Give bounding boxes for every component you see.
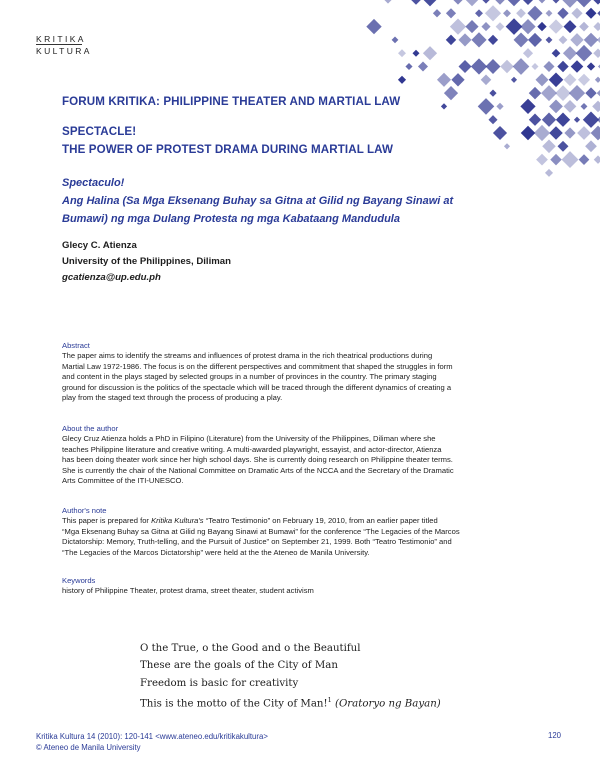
mosaic-diamond xyxy=(411,0,421,5)
abstract-label: Abstract xyxy=(62,341,90,350)
mosaic-diamond xyxy=(585,8,596,19)
keywords-text: history of Philippine Theater, protest drama, street theater, student activism xyxy=(62,586,314,596)
mosaic-diamond xyxy=(423,46,437,60)
mosaic-diamond xyxy=(481,75,492,86)
abstract-line: ground for discussion is the politics of the spectacle which will be traced through the different dynamics of creating a xyxy=(62,382,452,392)
abstract-line: Martial Law 1972-1986. The focus is on the different perspectives and commitment that shaped the struggles in form xyxy=(62,361,453,371)
mosaic-diamond xyxy=(594,155,600,163)
poem-line: These are the goals of the City of Man xyxy=(140,660,338,672)
mosaic-diamond xyxy=(523,48,533,58)
mosaic-diamond xyxy=(578,74,590,86)
mosaic-diamond xyxy=(574,117,580,123)
about-author-label: About the author xyxy=(62,424,119,433)
authors-note-line: Dictatorship: Memory, Truth-telling, and the Pursuit of Justice” on September 21, 1999. Both “Teatro Testimonio” and xyxy=(62,537,452,547)
mosaic-diamond xyxy=(581,103,588,110)
page-number: 120 xyxy=(548,731,562,740)
mosaic-diamond xyxy=(458,33,471,46)
about-author-line: She is currently the chair of the National Committee on Dramatic Arts of the NCCA and the Secretary of the Dramatic xyxy=(62,465,454,475)
mosaic-diamond xyxy=(520,19,535,34)
mosaic-diamond xyxy=(451,73,464,86)
mosaic-diamond xyxy=(481,22,490,31)
mosaic-diamond xyxy=(542,113,556,127)
mosaic-diamond xyxy=(413,50,420,57)
mosaic-diamond xyxy=(577,0,592,7)
mosaic-diamond xyxy=(493,126,507,140)
mosaic-diamond xyxy=(585,140,597,152)
footer-copyright: © Ateneo de Manila University xyxy=(36,743,141,752)
mosaic-diamond xyxy=(523,0,533,5)
subtitle xyxy=(62,174,453,228)
mosaic-diamond xyxy=(433,9,441,17)
mosaic-diamond xyxy=(550,154,561,165)
mosaic-diamond xyxy=(534,125,550,141)
mosaic-diamond xyxy=(542,140,556,154)
poem-attribution: (Oratoryo ng Bayan) xyxy=(334,698,441,710)
title-line-2: THE POWER OF PROTEST DRAMA DURING MARTIAL LAW xyxy=(62,143,394,156)
authors-note-section xyxy=(62,506,570,558)
mosaic-diamond xyxy=(543,61,554,72)
mosaic-diamond xyxy=(549,100,563,114)
mosaic-diamond xyxy=(496,22,505,31)
mosaic-diamond xyxy=(579,154,590,165)
poem-epigraph xyxy=(140,640,441,713)
mosaic-diamond xyxy=(392,37,399,44)
mosaic-diamond xyxy=(555,85,571,101)
mosaic-diamond xyxy=(465,20,478,33)
mosaic-diamond xyxy=(450,18,466,34)
mosaic-diamond xyxy=(564,127,575,138)
mosaic-diamond xyxy=(546,36,553,43)
mosaic-diamond xyxy=(535,73,548,86)
authors-note-text: “Teatro Testimonio” on February 19, 2010, from an earlier paper titled xyxy=(203,516,438,526)
mosaic-diamond xyxy=(552,49,561,58)
mosaic-diamond xyxy=(529,87,542,100)
about-author-line: teaches Philippine literature and creative writing. A multi-awarded playwright, essayist, and actor-director, Atienza xyxy=(62,444,442,454)
poem-last-line: This is the motto of the City of Man! xyxy=(140,698,328,710)
mosaic-diamond xyxy=(593,0,600,5)
mosaic-diamond xyxy=(453,0,462,5)
mosaic-diamond xyxy=(486,59,501,74)
mosaic-diamond xyxy=(569,85,585,101)
mosaic-diamond xyxy=(384,0,391,4)
mosaic-diamond xyxy=(500,60,514,74)
authors-note-label: Author's note xyxy=(62,506,107,515)
mosaic-diamond xyxy=(556,113,570,127)
mosaic-diamond xyxy=(398,49,406,57)
mosaic-diamond xyxy=(488,35,498,45)
mosaic-diamond xyxy=(446,8,456,18)
mosaic-diamond xyxy=(584,33,598,47)
mosaic-diamond xyxy=(513,58,530,75)
subtitle-line-3: Bumawi) ng mga Dulang Protesta ng mga Kabataang Mandudula xyxy=(62,213,400,225)
about-author-line: Arts Committee of the ITI-UNESCO. xyxy=(62,476,184,486)
subtitle-line-1: Spectaculo! xyxy=(62,177,125,189)
mosaic-diamond xyxy=(559,35,568,44)
footer-citation[interactable]: Kritika Kultura 14 (2010): 120-141 <www.ateneo.edu/kritikakultura> xyxy=(36,732,268,741)
mosaic-diamond xyxy=(558,141,569,152)
mosaic-diamond xyxy=(495,0,504,5)
mosaic-diamond xyxy=(504,143,510,149)
mosaic-diamond xyxy=(444,86,458,100)
poem-line: O the True, o the Good and o the Beautiful xyxy=(140,643,361,654)
mosaic-diamond xyxy=(528,33,542,47)
logo-divider xyxy=(36,44,82,45)
mosaic-diamond xyxy=(471,58,487,74)
mosaic-diamond xyxy=(514,32,529,47)
author-email[interactable]: gcatienza@up.edu.ph xyxy=(62,272,161,283)
mosaic-diamond xyxy=(475,9,483,17)
journal-logo-line2: KULTURA xyxy=(36,46,92,56)
mosaic-diamond xyxy=(549,73,564,88)
mosaic-diamond xyxy=(520,99,535,114)
mosaic-diamond xyxy=(549,19,563,33)
abstract-line: play from the staged text through the process of producing a play. xyxy=(62,393,283,403)
mosaic-diamond xyxy=(471,32,486,47)
abstract-line: and content in the plays staged by selected groups in a number of provinces in the country. The primary staging xyxy=(62,372,437,382)
mosaic-diamond xyxy=(585,87,596,98)
mosaic-diamond xyxy=(529,114,541,126)
keywords-label: Keywords xyxy=(62,576,96,585)
mosaic-diamond xyxy=(485,5,501,21)
mosaic-diamond xyxy=(437,73,451,87)
mosaic-diamond xyxy=(466,0,478,6)
mosaic-diamond xyxy=(553,0,560,3)
mosaic-diamond xyxy=(458,60,471,73)
poem-line: Freedom is basic for creativity xyxy=(140,677,299,689)
about-author-line: has been doing theater work since her high school days. She is currently doing research on Philippine theater terms. xyxy=(62,455,453,465)
author-affiliation: University of the Philippines, Diliman xyxy=(62,256,231,267)
mosaic-diamond xyxy=(446,35,456,45)
mosaic-diamond xyxy=(593,48,600,57)
subtitle-line-2: Ang Halina (Sa Mga Eksenang Buhay sa Gitna at Gilid ng Bayang Sinawi at xyxy=(62,195,454,207)
mosaic-diamond xyxy=(488,115,497,124)
keywords-section xyxy=(62,576,570,597)
mosaic-diamond xyxy=(398,76,406,84)
mosaic-diamond xyxy=(503,9,511,17)
mosaic-diamond xyxy=(537,22,546,31)
mosaic-diamond xyxy=(593,22,600,31)
mosaic-diamond xyxy=(511,77,517,83)
mosaic-diamond xyxy=(576,45,593,62)
journal-name-italic: Kritika Kultura's xyxy=(151,516,204,526)
abstract-line: The paper aims to identify the streams and influences of protest drama in the rich theatrical productions during xyxy=(62,351,433,361)
mosaic-diamond xyxy=(527,6,542,21)
mosaic-diamond xyxy=(536,154,548,166)
mosaic-diamond xyxy=(424,0,437,6)
mosaic-diamond xyxy=(521,126,536,141)
mosaic-diamond xyxy=(478,98,495,115)
journal-logo xyxy=(36,34,92,56)
mosaic-diamond xyxy=(583,112,599,128)
authors-note-line: “Mga Eksenang Buhay sa Gitna at Gilid ng Bayang Sinawi at Bumawi” for the conference “The Legacies of the Marcos xyxy=(62,526,460,536)
mosaic-diamond xyxy=(571,8,582,19)
mosaic-diamond xyxy=(506,18,523,35)
title-line-1: SPECTACLE! xyxy=(62,125,137,138)
mosaic-diamond xyxy=(557,61,568,72)
mosaic-diamond xyxy=(366,19,381,34)
mosaic-diamond xyxy=(541,85,557,101)
mosaic-diamond xyxy=(496,103,503,110)
forum-title: FORUM KRITIKA: PHILIPPINE THEATER AND MARTIAL LAW xyxy=(62,95,401,108)
mosaic-diamond xyxy=(482,0,489,4)
authors-note-line: “The Legacies of the Marcos Dictatorship” were held at the the Ateneo de Manila University. xyxy=(62,547,370,557)
mosaic-diamond xyxy=(405,63,412,70)
mosaic-diamond xyxy=(539,0,546,3)
footer xyxy=(36,731,268,753)
mosaic-diamond xyxy=(562,0,577,8)
mosaic-diamond xyxy=(508,0,521,6)
mosaic-diamond xyxy=(564,100,577,113)
mosaic-diamond xyxy=(564,20,577,33)
mosaic-diamond xyxy=(564,73,577,86)
mosaic-diamond xyxy=(489,89,496,96)
mosaic-diamond xyxy=(570,33,583,46)
mosaic-diamond xyxy=(591,126,600,141)
authors-note-text: This paper is prepared for xyxy=(62,516,152,526)
mosaic-diamond xyxy=(587,62,595,70)
mosaic-diamond xyxy=(562,151,579,168)
poem-line xyxy=(140,692,441,713)
mosaic-diamond xyxy=(549,126,563,140)
journal-logo-line1: KRITIKA xyxy=(36,34,86,44)
footnote-marker[interactable]: 1 xyxy=(327,695,332,704)
mosaic-diamond xyxy=(577,126,591,140)
mosaic-diamond xyxy=(595,77,600,83)
mosaic-diamond xyxy=(563,46,577,60)
about-author-section xyxy=(62,424,570,486)
mosaic-diamond xyxy=(545,169,553,177)
mosaic-diamond xyxy=(579,22,589,32)
mosaic-diamond xyxy=(571,60,584,73)
mosaic-diamond xyxy=(532,63,539,70)
abstract-section xyxy=(62,341,570,403)
authors-note-line xyxy=(62,516,570,526)
author-name: Glecy C. Atienza xyxy=(62,240,137,251)
mosaic-diamond xyxy=(516,8,526,18)
mosaic-diamond xyxy=(441,103,447,109)
mosaic-diamond xyxy=(557,8,568,19)
mosaic-diamond xyxy=(546,10,553,17)
about-author-line: Glecy Cruz Atienza holds a PhD in Filipino (Literature) from the University of the Philippines, Diliman where she xyxy=(62,434,436,444)
author-block xyxy=(62,238,231,286)
mosaic-diamond xyxy=(418,61,428,71)
mosaic-diamond xyxy=(592,101,600,113)
